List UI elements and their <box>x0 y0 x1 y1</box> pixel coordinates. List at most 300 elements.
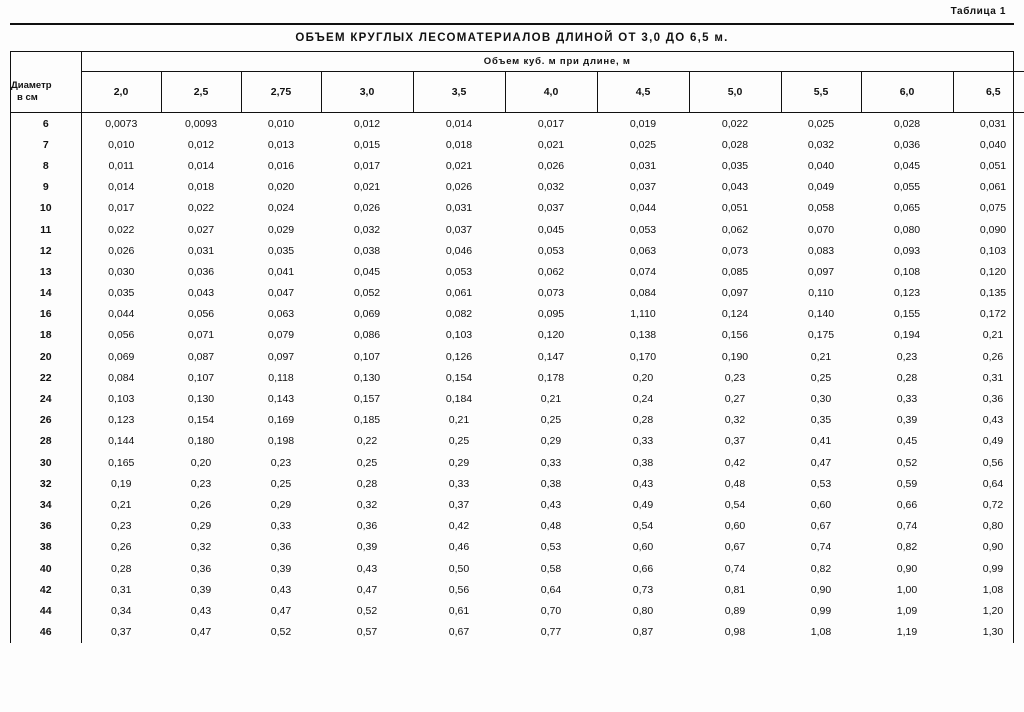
volume-cell: 0,090 <box>979 223 1007 236</box>
volume-cell: 1,30 <box>982 626 1004 639</box>
volume-cell: 0,019 <box>629 117 657 130</box>
volume-cell: 0,138 <box>629 329 657 342</box>
diameter-cell: 9 <box>11 177 81 198</box>
volume-cell: 0,084 <box>629 287 657 300</box>
table-row <box>11 558 1024 579</box>
volume-cell: 0,27 <box>724 393 746 406</box>
volume-cell: 0,45 <box>896 435 918 448</box>
volume-cell: 0,031 <box>187 244 215 257</box>
volume-cell: 0,89 <box>724 604 746 617</box>
volume-cell: 0,72 <box>982 498 1004 511</box>
volume-cell: 0,194 <box>893 329 921 342</box>
volume-cell: 0,19 <box>111 477 132 490</box>
volume-cell: 0,28 <box>111 562 132 575</box>
volume-cell: 0,025 <box>807 117 835 130</box>
volume-cell: 0,011 <box>108 159 134 172</box>
volume-cell: 0,083 <box>807 244 835 257</box>
volume-cell: 0,43 <box>270 583 292 596</box>
volume-cell: 0,040 <box>979 138 1007 151</box>
volume-cell: 0,021 <box>353 181 381 194</box>
diameter-cell: 42 <box>11 579 81 600</box>
volume-cell: 0,028 <box>893 117 921 130</box>
volume-cell: 0,52 <box>896 456 918 469</box>
volume-cell: 0,64 <box>540 583 562 596</box>
volume-cell: 0,063 <box>267 308 295 321</box>
volume-cell: 0,53 <box>540 541 562 554</box>
volume-cell: 0,56 <box>982 456 1004 469</box>
volume-cell: 0,069 <box>108 350 135 363</box>
volume-cell: 0,053 <box>537 244 565 257</box>
volume-cell: 0,54 <box>724 498 746 511</box>
table-row <box>11 261 1024 282</box>
volume-cell: 0,063 <box>629 244 657 257</box>
volume-cell: 0,42 <box>448 520 470 533</box>
diameter-cell: 13 <box>11 261 81 282</box>
volume-cell: 0,47 <box>356 583 378 596</box>
volume-cell: 0,38 <box>540 477 562 490</box>
volume-cell: 0,59 <box>896 477 918 490</box>
volume-cell: 0,70 <box>540 604 562 617</box>
volume-cell: 0,120 <box>979 265 1007 278</box>
volume-cell: 0,069 <box>353 308 381 321</box>
volume-cell: 0,28 <box>632 414 654 427</box>
table-number: Таблица 1 <box>950 6 1006 17</box>
volume-cell: 0,015 <box>353 138 381 151</box>
volume-cell: 0,014 <box>108 181 135 194</box>
volume-cell: 0,130 <box>353 371 381 384</box>
table-row <box>11 622 1024 643</box>
length-header-2: 2,75 <box>241 72 321 113</box>
volume-cell: 0,54 <box>632 520 654 533</box>
volume-cell: 0,108 <box>893 265 921 278</box>
volume-cell: 0,053 <box>629 223 657 236</box>
volume-cell: 0,021 <box>445 159 473 172</box>
length-header-5: 4,0 <box>505 72 597 113</box>
table-row <box>11 113 1024 135</box>
diameter-cell: 11 <box>11 219 81 240</box>
volume-cell: 0,020 <box>267 181 295 194</box>
span-header-row <box>11 52 1024 72</box>
volume-cell: 0,103 <box>108 393 135 406</box>
volume-cell: 0,155 <box>893 308 921 321</box>
diameter-cell: 32 <box>11 473 81 494</box>
diameter-cell: 36 <box>11 516 81 537</box>
table-row <box>11 155 1024 176</box>
volume-cell: 0,73 <box>632 583 654 596</box>
volume-cell: 0,33 <box>632 435 654 448</box>
diameter-cell: 24 <box>11 388 81 409</box>
volume-cell: 0,080 <box>893 223 921 236</box>
volume-cell: 0,74 <box>896 520 918 533</box>
volume-cell: 0,90 <box>810 583 832 596</box>
length-header-0: 2,0 <box>81 72 161 113</box>
volume-cell: 0,29 <box>270 498 292 511</box>
volume-cell: 0,21 <box>111 498 132 511</box>
volume-cell: 0,61 <box>448 604 470 617</box>
volume-cell: 0,053 <box>445 265 473 278</box>
volume-cell: 0,147 <box>537 350 565 363</box>
diameter-cell: 40 <box>11 558 81 579</box>
table-row <box>11 304 1024 325</box>
length-header-7: 5,0 <box>689 72 781 113</box>
volume-cell: 0,028 <box>721 138 749 151</box>
diameter-cell: 8 <box>11 155 81 176</box>
volume-cell: 0,024 <box>267 202 295 215</box>
volume-cell: 0,123 <box>893 287 921 300</box>
volume-cell: 0,43 <box>190 604 212 617</box>
volume-cell: 0,198 <box>267 435 295 448</box>
table-body <box>11 113 1024 643</box>
volume-cell: 0,084 <box>108 371 135 384</box>
volume-cell: 0,085 <box>721 265 749 278</box>
table-row <box>11 346 1024 367</box>
volume-cell: 0,058 <box>807 202 835 215</box>
volume-cell: 0,032 <box>807 138 835 151</box>
volume-cell: 0,061 <box>979 181 1007 194</box>
volume-cell: 0,178 <box>537 371 565 384</box>
volume-cell: 0,062 <box>537 265 565 278</box>
volume-cell: 0,144 <box>108 435 135 448</box>
volume-cell: 0,35 <box>810 414 832 427</box>
volume-cell: 0,055 <box>893 181 921 194</box>
volume-cell: 0,57 <box>356 626 378 639</box>
length-header-10: 6,5 <box>953 72 1024 113</box>
volume-table <box>11 52 1024 643</box>
volume-cell: 0,071 <box>187 329 215 342</box>
volume-cell: 0,66 <box>896 498 918 511</box>
volume-cell: 0,60 <box>810 498 832 511</box>
volume-cell: 0,038 <box>353 244 381 257</box>
volume-cell: 0,031 <box>445 202 473 215</box>
volume-cell: 0,23 <box>724 371 746 384</box>
volume-cell: 0,66 <box>632 562 654 575</box>
volume-cell: 1,08 <box>810 626 832 639</box>
volume-cell: 0,022 <box>721 117 749 130</box>
volume-cell: 0,32 <box>724 414 746 427</box>
volume-cell: 0,23 <box>896 350 918 363</box>
diameter-cell: 26 <box>11 410 81 431</box>
volume-cell: 0,087 <box>187 350 215 363</box>
volume-cell: 0,52 <box>270 626 292 639</box>
volume-cell: 0,30 <box>810 393 832 406</box>
volume-cell: 0,017 <box>537 117 565 130</box>
volume-cell: 0,190 <box>721 350 749 363</box>
volume-cell: 0,31 <box>982 371 1004 384</box>
volume-cell: 0,043 <box>721 181 749 194</box>
volume-cell: 0,016 <box>267 159 295 172</box>
volume-cell: 0,017 <box>353 159 381 172</box>
table-row <box>11 134 1024 155</box>
volume-cell: 0,043 <box>187 287 215 300</box>
volume-cell: 1,20 <box>982 604 1004 617</box>
table-row <box>11 410 1024 431</box>
volume-cell: 0,110 <box>808 287 834 300</box>
volume-cell: 0,030 <box>108 265 135 278</box>
volume-cell: 0,20 <box>632 371 654 384</box>
volume-cell: 0,50 <box>448 562 470 575</box>
volume-cell: 0,044 <box>108 308 135 321</box>
volume-cell: 0,37 <box>448 498 470 511</box>
volume-cell: 0,29 <box>190 520 212 533</box>
volume-cell: 0,24 <box>632 393 654 406</box>
volume-cell: 0,075 <box>979 202 1007 215</box>
volume-cell: 0,26 <box>190 498 212 511</box>
volume-cell: 0,43 <box>982 414 1004 427</box>
volume-cell: 0,33 <box>896 393 918 406</box>
span-header-label: Объем куб. м при длине, м <box>81 52 1024 72</box>
volume-cell: 0,33 <box>448 477 470 490</box>
volume-cell: 0,32 <box>356 498 378 511</box>
volume-cell: 0,135 <box>979 287 1007 300</box>
volume-cell: 0,39 <box>356 541 378 554</box>
volume-cell: 0,086 <box>353 329 381 342</box>
table-row <box>11 600 1024 621</box>
table-frame <box>10 52 1014 643</box>
table-row <box>11 283 1024 304</box>
length-header-9: 6,0 <box>861 72 953 113</box>
volume-cell: 0,43 <box>356 562 378 575</box>
volume-cell: 1,00 <box>896 583 918 596</box>
volume-cell: 0,123 <box>108 414 135 427</box>
volume-cell: 0,169 <box>267 414 295 427</box>
volume-cell: 0,021 <box>537 138 565 151</box>
volume-cell: 0,90 <box>982 541 1004 554</box>
volume-cell: 0,31 <box>111 583 132 596</box>
volume-cell: 0,48 <box>724 477 746 490</box>
volume-cell: 0,43 <box>632 477 654 490</box>
volume-cell: 0,118 <box>268 371 294 384</box>
column-header-row <box>11 72 1024 113</box>
volume-cell: 0,156 <box>721 329 749 342</box>
volume-cell: 0,165 <box>108 456 135 469</box>
diameter-cell: 6 <box>11 113 81 135</box>
volume-cell: 0,073 <box>537 287 565 300</box>
table-row <box>11 579 1024 600</box>
volume-cell: 0,010 <box>108 138 135 151</box>
volume-cell: 0,097 <box>721 287 749 300</box>
volume-cell: 1,19 <box>896 626 918 639</box>
volume-cell: 0,23 <box>270 456 292 469</box>
table-row <box>11 388 1024 409</box>
table-row <box>11 452 1024 473</box>
diameter-cell: 34 <box>11 494 81 515</box>
volume-cell: 0,67 <box>724 541 746 554</box>
volume-cell: 0,32 <box>190 541 212 554</box>
volume-cell: 0,154 <box>445 371 473 384</box>
volume-cell: 0,56 <box>448 583 470 596</box>
volume-cell: 0,074 <box>629 265 657 278</box>
table-row <box>11 325 1024 346</box>
diameter-cell: 30 <box>11 452 81 473</box>
volume-cell: 0,64 <box>982 477 1004 490</box>
length-header-6: 4,5 <box>597 72 689 113</box>
volume-cell: 0,21 <box>982 329 1004 342</box>
volume-cell: 0,040 <box>807 159 835 172</box>
volume-cell: 0,25 <box>810 371 832 384</box>
volume-cell: 0,026 <box>108 244 135 257</box>
volume-cell: 0,39 <box>896 414 918 427</box>
volume-cell: 0,26 <box>111 541 132 554</box>
length-header-4: 3,5 <box>413 72 505 113</box>
volume-cell: 0,67 <box>448 626 470 639</box>
diameter-cell: 7 <box>11 134 81 155</box>
volume-cell: 0,82 <box>896 541 918 554</box>
volume-cell: 0,022 <box>108 223 135 236</box>
volume-cell: 0,41 <box>810 435 832 448</box>
diameter-header-line1: Диаметр <box>11 79 52 91</box>
volume-cell: 0,041 <box>267 265 295 278</box>
diameter-cell: 46 <box>11 622 81 643</box>
volume-cell: 0,103 <box>979 244 1007 257</box>
diameter-header <box>11 72 81 113</box>
volume-cell: 0,34 <box>111 604 132 617</box>
volume-cell: 0,49 <box>982 435 1004 448</box>
diameter-cell: 28 <box>11 431 81 452</box>
volume-cell: 0,032 <box>537 181 565 194</box>
volume-cell: 0,90 <box>896 562 918 575</box>
volume-cell: 0,103 <box>445 329 473 342</box>
volume-cell: 0,33 <box>540 456 562 469</box>
volume-cell: 0,74 <box>724 562 746 575</box>
volume-cell: 0,010 <box>267 117 295 130</box>
volume-cell: 0,018 <box>187 181 215 194</box>
volume-cell: 0,28 <box>896 371 918 384</box>
volume-cell: 0,044 <box>629 202 657 215</box>
volume-cell: 1,110 <box>630 308 656 321</box>
volume-cell: 0,98 <box>724 626 746 639</box>
diameter-cell: 12 <box>11 240 81 261</box>
volume-cell: 0,107 <box>187 371 215 384</box>
volume-cell: 0,130 <box>187 393 215 406</box>
volume-cell: 0,48 <box>540 520 562 533</box>
volume-cell: 0,26 <box>982 350 1004 363</box>
length-header-1: 2,5 <box>161 72 241 113</box>
table-row <box>11 494 1024 515</box>
volume-cell: 0,031 <box>629 159 657 172</box>
volume-cell: 0,25 <box>270 477 292 490</box>
volume-cell: 0,097 <box>267 350 295 363</box>
table-row <box>11 431 1024 452</box>
volume-cell: 0,67 <box>810 520 832 533</box>
volume-cell: 1,09 <box>896 604 918 617</box>
volume-cell: 0,60 <box>632 541 654 554</box>
header-corner <box>11 52 81 72</box>
diameter-cell: 44 <box>11 600 81 621</box>
volume-cell: 0,037 <box>537 202 565 215</box>
volume-cell: 0,056 <box>187 308 215 321</box>
volume-cell: 0,124 <box>721 308 749 321</box>
volume-cell: 0,0073 <box>105 117 138 130</box>
volume-cell: 0,017 <box>108 202 135 215</box>
volume-cell: 0,22 <box>356 435 378 448</box>
volume-cell: 0,20 <box>190 456 212 469</box>
table-row <box>11 177 1024 198</box>
volume-cell: 0,120 <box>537 329 565 342</box>
diameter-cell: 38 <box>11 537 81 558</box>
volume-cell: 0,051 <box>721 202 749 215</box>
volume-cell: 0,33 <box>270 520 292 533</box>
volume-cell: 0,99 <box>810 604 832 617</box>
volume-cell: 0,37 <box>111 626 132 639</box>
volume-cell: 0,036 <box>187 265 215 278</box>
page-title: ОБЪЕМ КРУГЛЫХ ЛЕСОМАТЕРИАЛОВ ДЛИНОЙ ОТ 3,0 ДО 6,5 м. <box>295 32 729 44</box>
volume-cell: 0,58 <box>540 562 562 575</box>
volume-cell: 0,39 <box>270 562 292 575</box>
volume-cell: 0,36 <box>356 520 378 533</box>
table-head <box>11 52 1024 113</box>
volume-cell: 0,36 <box>190 562 212 575</box>
volume-cell: 0,47 <box>190 626 212 639</box>
volume-cell: 0,026 <box>353 202 381 215</box>
volume-cell: 0,025 <box>629 138 657 151</box>
volume-cell: 0,045 <box>893 159 921 172</box>
volume-cell: 0,80 <box>632 604 654 617</box>
volume-cell: 0,052 <box>353 287 381 300</box>
diameter-cell: 18 <box>11 325 81 346</box>
volume-cell: 0,045 <box>353 265 381 278</box>
volume-cell: 0,026 <box>537 159 565 172</box>
volume-cell: 0,23 <box>190 477 212 490</box>
length-header-8: 5,5 <box>781 72 861 113</box>
volume-cell: 0,014 <box>187 159 215 172</box>
volume-cell: 0,77 <box>540 626 562 639</box>
volume-cell: 0,140 <box>807 308 835 321</box>
volume-cell: 0,74 <box>810 541 832 554</box>
volume-cell: 0,25 <box>356 456 378 469</box>
diameter-header-line2: в см <box>17 91 38 103</box>
volume-cell: 0,073 <box>721 244 749 257</box>
volume-cell: 0,065 <box>893 202 921 215</box>
volume-cell: 0,095 <box>537 308 565 321</box>
volume-cell: 1,08 <box>982 583 1004 596</box>
volume-cell: 0,082 <box>445 308 473 321</box>
table-row <box>11 367 1024 388</box>
volume-cell: 0,051 <box>979 159 1007 172</box>
volume-cell: 0,037 <box>445 223 473 236</box>
volume-cell: 0,21 <box>448 414 470 427</box>
volume-cell: 0,29 <box>540 435 562 448</box>
volume-cell: 0,037 <box>629 181 657 194</box>
volume-cell: 0,170 <box>629 350 657 363</box>
volume-cell: 0,061 <box>445 287 473 300</box>
volume-cell: 0,36 <box>982 393 1004 406</box>
volume-cell: 0,42 <box>724 456 746 469</box>
volume-cell: 0,026 <box>445 181 473 194</box>
volume-cell: 0,38 <box>632 456 654 469</box>
volume-cell: 0,031 <box>979 117 1007 130</box>
volume-cell: 0,154 <box>187 414 215 427</box>
volume-cell: 0,035 <box>721 159 749 172</box>
volume-cell: 0,99 <box>982 562 1004 575</box>
volume-cell: 0,52 <box>356 604 378 617</box>
volume-cell: 0,056 <box>108 329 135 342</box>
volume-cell: 0,23 <box>111 520 132 533</box>
volume-cell: 0,036 <box>893 138 921 151</box>
volume-cell: 0,029 <box>267 223 295 236</box>
volume-cell: 0,80 <box>982 520 1004 533</box>
table-row <box>11 219 1024 240</box>
volume-cell: 0,032 <box>353 223 381 236</box>
diameter-cell: 20 <box>11 346 81 367</box>
volume-cell: 0,87 <box>632 626 654 639</box>
volume-cell: 0,43 <box>540 498 562 511</box>
volume-cell: 0,39 <box>190 583 212 596</box>
volume-cell: 0,0093 <box>184 117 218 130</box>
table-row <box>11 198 1024 219</box>
volume-cell: 0,25 <box>448 435 470 448</box>
volume-cell: 0,157 <box>353 393 381 406</box>
volume-cell: 0,175 <box>807 329 835 342</box>
